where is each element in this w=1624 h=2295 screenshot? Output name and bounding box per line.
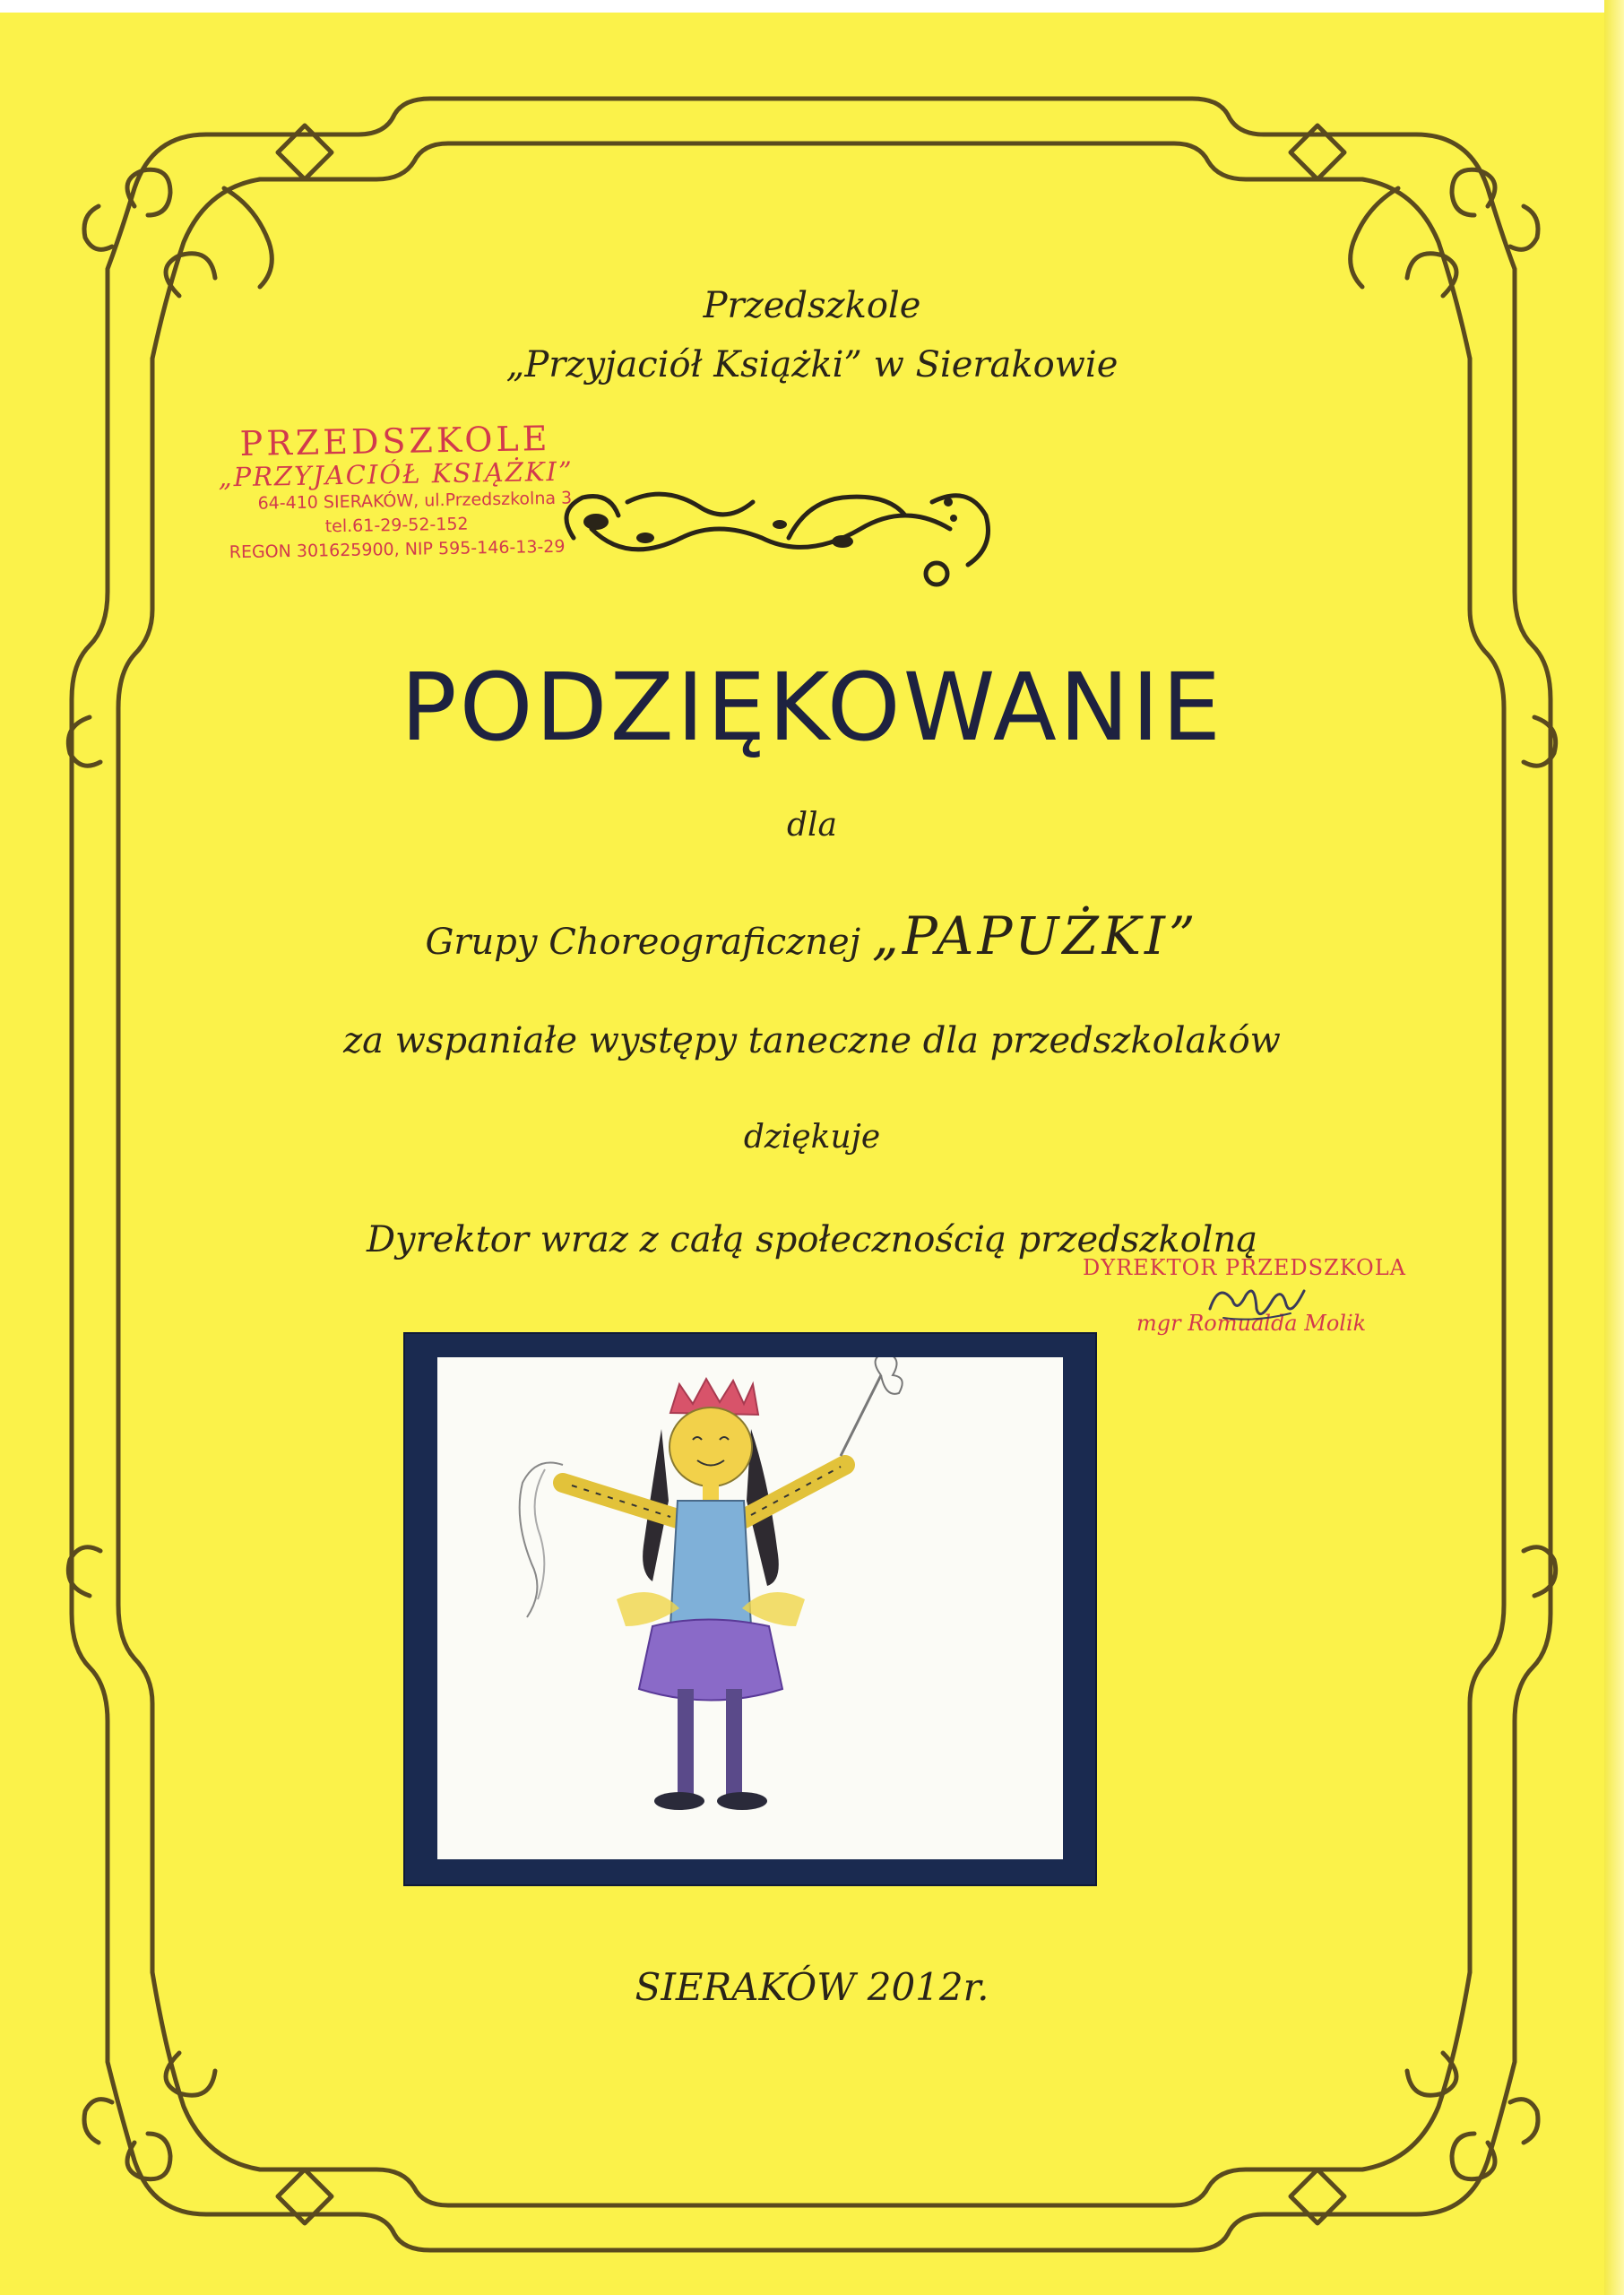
- certificate-title: PODZIĘKOWANIE: [400, 653, 1224, 762]
- group-line: [0, 905, 1624, 966]
- dancer-drawing: [437, 1357, 1063, 1859]
- stamp-phone: tel.61-29-52-152: [324, 514, 469, 537]
- stamp-address: 64-410 SIERAKÓW, ul.Przedszkolna 3: [257, 488, 573, 514]
- group-name: „PAPUŻKI”: [871, 905, 1199, 966]
- stamp-ids: REGON 301625900, NIP 595-146-13-29: [229, 536, 566, 563]
- director-stamp-name: mgr Romualda Molik: [1136, 1311, 1367, 1336]
- director-signature: [1201, 1273, 1309, 1336]
- place-and-date: SIERAKÓW 2012r.: [635, 1965, 989, 2009]
- drawing-frame: [403, 1332, 1097, 1886]
- group-prefix: Grupy Choreograficznej: [425, 922, 872, 963]
- reason-line: za wspaniałe występy taneczne dla przedszkolaków: [343, 1020, 1281, 1061]
- school-name-line2: „Przyjaciół Książki” w Sierakowie: [505, 344, 1119, 385]
- stamp-subtitle: „PRZYJACIÓŁ KSIĄŻKI”: [218, 455, 574, 493]
- school-name-line1: Przedszkole: [703, 285, 921, 326]
- director-stamp-title: DYREKTOR PRZEDSZKOLA: [1083, 1255, 1406, 1280]
- for-line: dla: [786, 807, 838, 844]
- school-stamp: [207, 418, 586, 565]
- director-line: Dyrektor wraz z całą społecznością przedszkolną: [366, 1219, 1258, 1260]
- stamp-title: PRZEDSZKOLE: [239, 418, 551, 464]
- thanks-line: dziękuje: [743, 1119, 881, 1156]
- child-drawing: [437, 1357, 1063, 1859]
